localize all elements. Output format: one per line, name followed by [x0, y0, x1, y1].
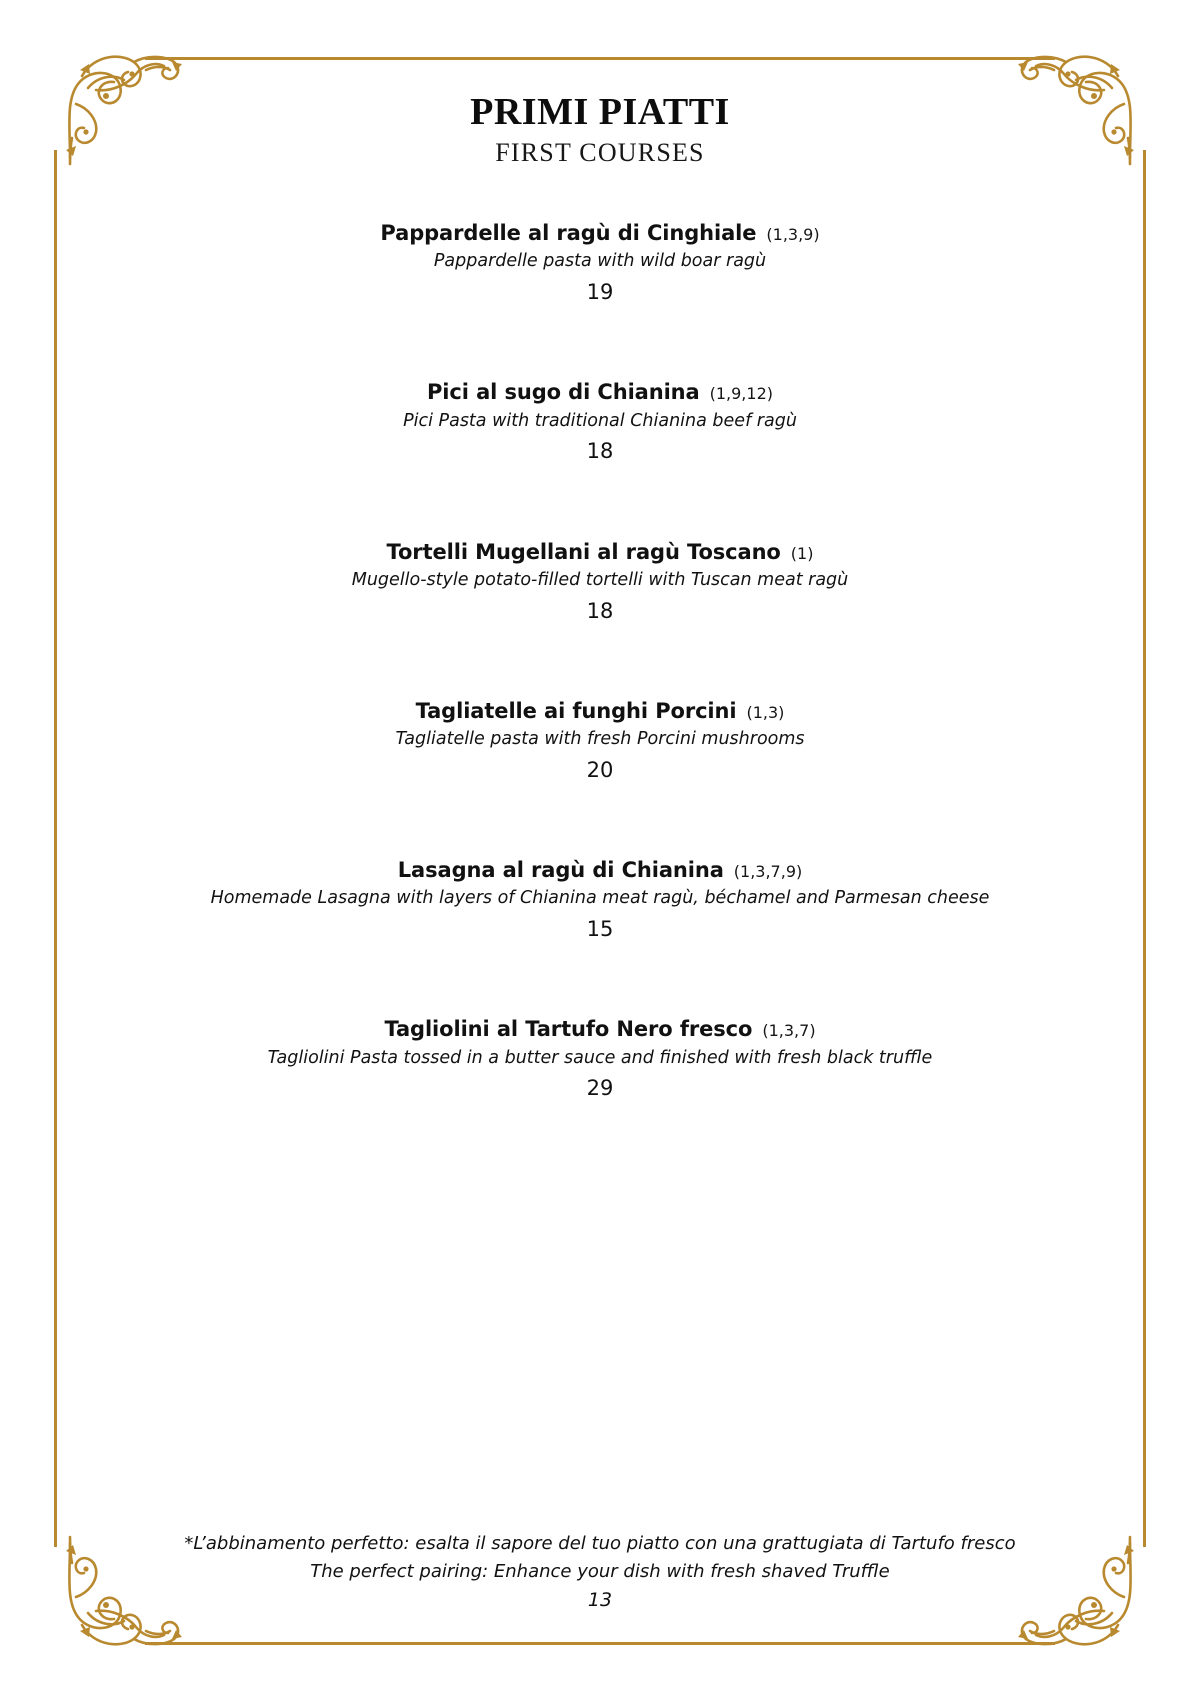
border-line-right [1143, 150, 1146, 1547]
menu-item-name: Tortelli Mugellani al ragù Toscano [386, 539, 781, 564]
menu-item-title-row [80, 857, 1120, 883]
menu-content [80, 90, 1120, 1102]
menu-item-title-row [80, 698, 1120, 724]
menu-item-description: Tagliatelle pasta with fresh Porcini mushrooms [395, 729, 805, 750]
menu-item-title-row [80, 1016, 1120, 1042]
menu-item-title-row [80, 379, 1120, 405]
menu-item-name: Tagliolini al Tartufo Nero fresco [384, 1017, 753, 1042]
footnote-price: 13 [587, 1588, 613, 1611]
menu-item-name: Pici al sugo di Chianina [427, 380, 700, 405]
page-title: PRIMI PIATTI [470, 91, 730, 133]
menu-item-description: Pici Pasta with traditional Chianina beef ragù [403, 410, 797, 431]
menu-item-description: Mugello-style potato-filled tortelli with Tuscan meat ragù [351, 569, 849, 590]
menu-item-allergens: (1,3,7) [762, 1021, 816, 1041]
border-line-top [145, 57, 1055, 60]
menu-item [80, 857, 1120, 942]
menu-item [80, 698, 1120, 783]
menu-item-allergens: (1) [790, 543, 814, 563]
menu-item-price: 15 [586, 917, 614, 942]
menu-item [80, 379, 1120, 464]
menu-item-price: 18 [586, 439, 614, 464]
menu-item-description: Homemade Lasagna with layers of Chianina meat ragù, béchamel and Parmesan cheese [210, 888, 990, 909]
menu-item-allergens: (1,3,7,9) [733, 862, 803, 882]
footnote-line-italian: *L’abbinamento perfetto: esalta il sapore del tuo piatto con una grattugiata di Tartufo fresco [184, 1533, 1016, 1554]
menu-item-price: 20 [586, 757, 614, 782]
border-line-bottom [145, 1642, 1055, 1645]
menu-item-title-row [80, 220, 1120, 246]
menu-item-title-row [80, 539, 1120, 565]
menu-item [80, 220, 1120, 305]
menu-item-list [80, 220, 1120, 1102]
menu-header [80, 90, 1120, 168]
menu-item-allergens: (1,9,12) [709, 384, 773, 404]
menu-item [80, 539, 1120, 624]
menu-item-allergens: (1,3) [746, 702, 785, 722]
page-subtitle: FIRST COURSES [495, 137, 705, 167]
menu-item-price: 29 [586, 1076, 614, 1101]
menu-item-name: Tagliatelle ai funghi Porcini [415, 698, 737, 723]
menu-item-allergens: (1,3,9) [766, 225, 820, 245]
menu-item-name: Lasagna al ragù di Chianina [397, 858, 724, 883]
menu-item [80, 1016, 1120, 1101]
border-line-left [54, 150, 57, 1547]
menu-item-price: 18 [586, 598, 614, 623]
menu-item-name: Pappardelle al ragù di Cinghiale [380, 221, 757, 246]
menu-item-price: 19 [586, 280, 614, 305]
menu-item-description: Pappardelle pasta with wild boar ragù [433, 251, 767, 272]
menu-footnote [80, 1530, 1120, 1613]
footnote-line-english: The perfect pairing: Enhance your dish with fresh shaved Truffle [310, 1560, 890, 1582]
menu-item-description: Tagliolini Pasta tossed in a butter sauce and finished with fresh black truffle [267, 1047, 933, 1068]
